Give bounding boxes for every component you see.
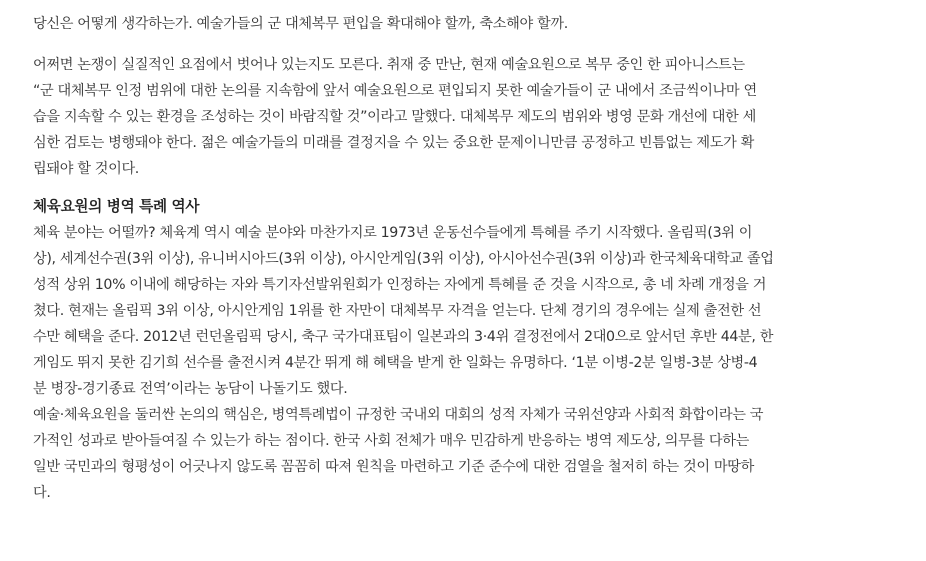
- text-line: 가적인 성과로 받아들여질 수 있는가 하는 점이다. 한국 사회 전체가 매우 민감하게 반응하는 병역 제도상, 의무를 다하는: [33, 433, 749, 449]
- text-line: 쳤다. 현재는 올림픽 3위 이상, 아시안게임 1위를 한 자만이 대체복무 자격을 얻는다. 단체 경기의 경우에는 실제 출전한 선: [33, 303, 762, 319]
- text-line: 예술·체육요원을 둘러싼 논의의 핵심은, 병역특례법이 규정한 국내외 대회의 성적 자체가 국위선양과 사회적 화합이라는 국: [33, 407, 764, 423]
- text-line: 수만 혜택을 준다. 2012년 런던올림픽 당시, 축구 국가대표팀이 일본과의 3·4위 결정전에서 2대0으로 앞서던 후반 44분, 한: [33, 329, 774, 345]
- text-line: 분 병장-경기종료 전역’이라는 농담이 나돌기도 했다.: [33, 381, 348, 397]
- article-paragraph: [33, 402, 891, 506]
- section-heading: 체육요원의 병역 특례 역사: [33, 198, 200, 215]
- text-line: “군 대체복무 인정 범위에 대한 논의를 지속함에 앞서 예술요원으로 편입되지 못한 예술가들이 군 내에서 조금씩이나마 연: [33, 83, 757, 99]
- text-line: 습을 지속할 수 있는 환경을 조성하는 것이 바람직할 것”이라고 말했다. 대체복무 제도의 범위와 병영 문화 개선에 대한 세: [33, 109, 756, 125]
- text-line: 게임도 뛰지 못한 김기희 선수를 출전시켜 4분간 뛰게 해 혜택을 받게 한 일화는 유명하다. ‘1분 이병-2분 일병-3분 상병-4: [33, 355, 758, 371]
- text-line: 립돼야 할 것이다.: [33, 161, 139, 177]
- text-line: 상), 세계선수권(3위 이상), 유니버시아드(3위 이상), 아시안게임(3위 이상), 아시아선수권(3위 이상)과 한국체육대학교 졸업: [33, 251, 774, 267]
- text-line: 심한 검토는 병행돼야 한다. 젊은 예술가들의 미래를 결정지을 수 있는 중요한 문제이니만큼 공정하고 빈틈없는 제도가 확: [33, 135, 754, 151]
- article-paragraph: [33, 220, 891, 402]
- text-line: 체육 분야는 어떨까? 체육계 역시 예술 분야와 마찬가지로 1973년 운동선수들에게 특혜를 주기 시작했다. 올림픽(3위 이: [33, 225, 753, 241]
- text-line: 당신은 어떻게 생각하는가. 예술가들의 군 대체복무 편입을 확대해야 할까, 축소해야 할까.: [33, 16, 568, 32]
- text-line: 어쩌면 논쟁이 실질적인 요점에서 벗어나 있는지도 모른다. 취재 중 만난, 현재 예술요원으로 복무 중인 한 피아니스트는: [33, 57, 745, 73]
- article-body: [33, 0, 891, 506]
- article-paragraph: [33, 0, 891, 37]
- text-line: 성적 상위 10% 이내에 해당하는 자와 특기자선발위원회가 인정하는 자에게 특혜를 준 것을 시작으로, 총 네 차례 개정을 거: [33, 277, 767, 293]
- text-line: 일반 국민과의 형평성이 어긋나지 않도록 꼼꼼히 따져 원칙을 마련하고 기준 준수에 대한 검열을 철저히 하는 것이 마땅하: [33, 459, 754, 475]
- text-line: 다.: [33, 485, 51, 501]
- article-paragraph: [33, 52, 891, 182]
